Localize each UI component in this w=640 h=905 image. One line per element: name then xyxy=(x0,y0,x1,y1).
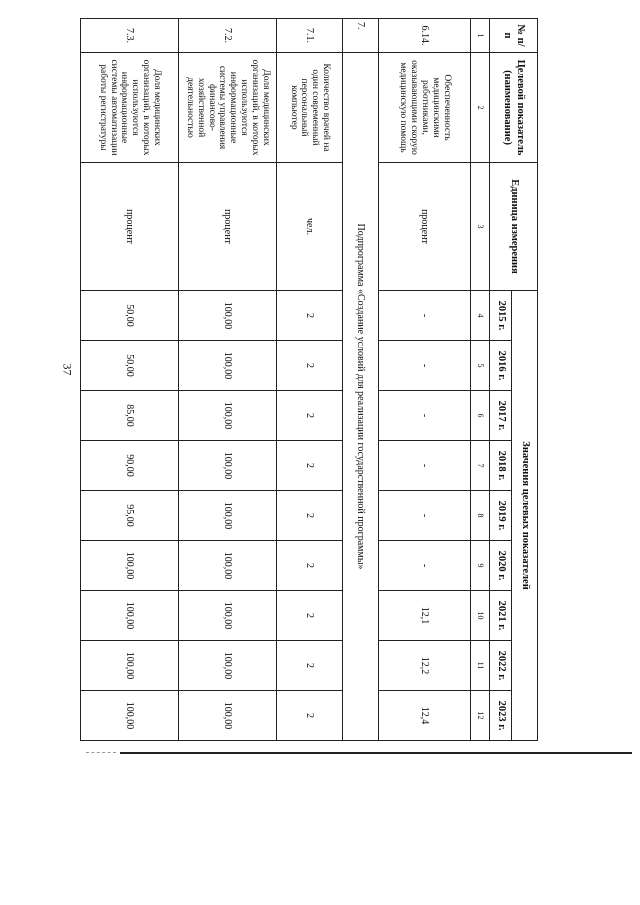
header-unit: Единица измерения xyxy=(490,163,538,291)
scan-rule-line xyxy=(120,752,632,754)
row-value: 100,00 xyxy=(179,341,277,391)
header-year: 2020 г. xyxy=(490,541,512,591)
row-value: 100,00 xyxy=(179,491,277,541)
subprogram-row xyxy=(343,19,379,741)
header-values-group: Значения целевых показателей xyxy=(512,291,538,741)
row-unit: чел. xyxy=(277,163,343,291)
row-value: - xyxy=(379,341,471,391)
column-number: 5 xyxy=(471,341,490,391)
row-value: 12,1 xyxy=(379,591,471,641)
row-number: 7.1. xyxy=(277,19,343,53)
row-value: 2 xyxy=(277,541,343,591)
row-value: 85,00 xyxy=(81,391,179,441)
header-year: 2019 г. xyxy=(490,491,512,541)
column-number: 2 xyxy=(471,53,490,163)
row-value: 2 xyxy=(277,341,343,391)
header-indicator: Целевой показатель (наименование) xyxy=(490,53,538,163)
row-value: - xyxy=(379,441,471,491)
row-value: - xyxy=(379,391,471,441)
row-value: 50,00 xyxy=(81,341,179,391)
row-unit: процент xyxy=(179,163,277,291)
row-value: 12,2 xyxy=(379,641,471,691)
row-value: 90,00 xyxy=(81,441,179,491)
row-value: 100,00 xyxy=(179,391,277,441)
row-value: 100,00 xyxy=(179,441,277,491)
row-indicator: Доля медицинских организаций, в которых используются информационные системы управления финансово-хозяйственной деятельностью xyxy=(179,53,277,163)
header-year: 2021 г. xyxy=(490,591,512,641)
header-year: 2018 г. xyxy=(490,441,512,491)
row-value: 100,00 xyxy=(81,541,179,591)
header-year: 2016 г. xyxy=(490,341,512,391)
column-number: 12 xyxy=(471,691,490,741)
row-indicator: Доля медицинских организаций, в которых используются информационные системы автоматизации работы регистратуры xyxy=(81,53,179,163)
table-row xyxy=(179,19,277,741)
column-number: 8 xyxy=(471,491,490,541)
page-number: 37 xyxy=(60,363,75,376)
row-value: 100,00 xyxy=(81,591,179,641)
header-year: 2017 г. xyxy=(490,391,512,441)
subprogram-number: 7. xyxy=(343,19,379,53)
rotated-table-container xyxy=(86,18,538,740)
row-value: 100,00 xyxy=(81,641,179,691)
table-row xyxy=(379,19,471,741)
header-year: 2023 г. xyxy=(490,691,512,741)
row-value: 100,00 xyxy=(179,691,277,741)
column-number: 1 xyxy=(471,19,490,53)
scan-dash-line xyxy=(86,752,116,754)
column-number: 10 xyxy=(471,591,490,641)
table-row xyxy=(277,19,343,741)
row-value: 2 xyxy=(277,491,343,541)
row-value: - xyxy=(379,491,471,541)
target-indicators-table xyxy=(80,18,538,741)
row-value: 100,00 xyxy=(179,541,277,591)
row-unit: процент xyxy=(379,163,471,291)
row-value: 50,00 xyxy=(81,291,179,341)
column-number: 3 xyxy=(471,163,490,291)
header-year: 2022 г. xyxy=(490,641,512,691)
row-value: 2 xyxy=(277,391,343,441)
row-value: 100,00 xyxy=(179,641,277,691)
row-value: 100,00 xyxy=(81,691,179,741)
row-value: 2 xyxy=(277,441,343,491)
row-number: 7.3. xyxy=(81,19,179,53)
row-value: 100,00 xyxy=(179,291,277,341)
header-year: 2015 г. xyxy=(490,291,512,341)
column-number: 11 xyxy=(471,641,490,691)
column-number: 9 xyxy=(471,541,490,591)
row-value: 12,4 xyxy=(379,691,471,741)
row-value: 2 xyxy=(277,591,343,641)
row-value: 2 xyxy=(277,291,343,341)
column-number: 6 xyxy=(471,391,490,441)
header-row-1 xyxy=(512,19,538,741)
row-value: 2 xyxy=(277,691,343,741)
table-row xyxy=(81,19,179,741)
row-indicator: Обеспеченность медицинскими работниками, оказывающими скорую медицинскую помощь xyxy=(379,53,471,163)
row-indicator: Количество врачей на один современный персональный компьютер xyxy=(277,53,343,163)
column-numbers-row xyxy=(471,19,490,741)
row-value: - xyxy=(379,541,471,591)
row-value: 2 xyxy=(277,641,343,691)
row-number: 6.14. xyxy=(379,19,471,53)
column-number: 7 xyxy=(471,441,490,491)
row-unit: процент xyxy=(81,163,179,291)
column-number: 4 xyxy=(471,291,490,341)
header-no: № п/п xyxy=(490,19,538,53)
row-number: 7.2. xyxy=(179,19,277,53)
subprogram-title: Подпрограмма «Создание условий для реализации государственной программы» xyxy=(343,53,379,741)
row-value: 95,00 xyxy=(81,491,179,541)
row-value: - xyxy=(379,291,471,341)
row-value: 100,00 xyxy=(179,591,277,641)
